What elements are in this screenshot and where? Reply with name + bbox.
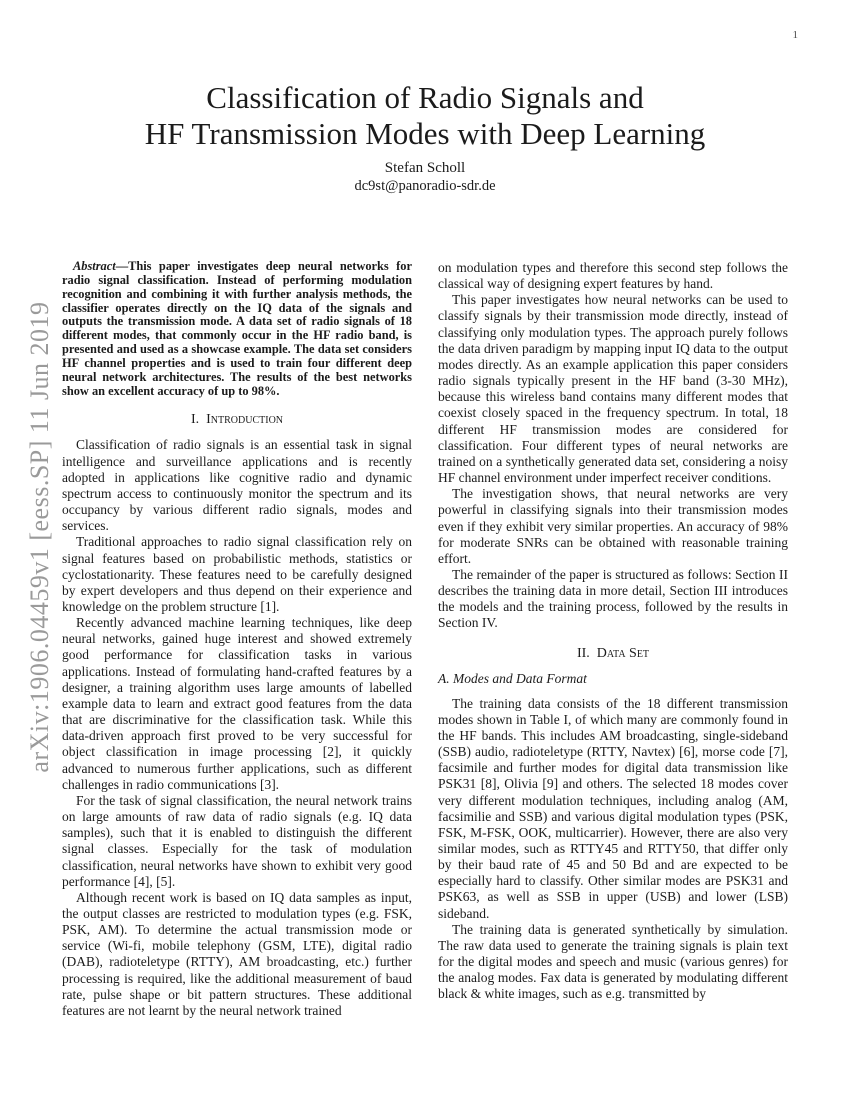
section-number: I. [190, 412, 200, 428]
two-column-body [62, 260, 788, 1019]
subsection-heading-modes-and-data-format: A. Modes and Data Format [438, 670, 587, 686]
paragraph: Classification of radio signals is an essential task in signal intelligence and surveillance applications and is recently adopted in applications like cognitive radio and dynamic spectrum access to continuously monitor the spectrum and its occupancy by various different radio signals, modes and services. [62, 437, 412, 534]
paragraph: Recently advanced machine learning techniques, like deep neural networks, gained huge interest and showed extremely good performance for classification tasks in various applications. Instead of formulating hand-crafted features by a designer, a training algorithm uses large amounts of labelled example data to learn and extract good features from the data that are discriminative for the classification task. While this data-driven approach first proved to be very successful for object classification in image processing [2], it quickly advanced to numerous further applications, such as different challenges in radio communications [3]. [62, 615, 412, 792]
paragraph: For the task of signal classification, the neural network trains on large amounts of raw data of radio signals (e.g. IQ data samples), such that it is enabled to distinguish the different signal classes. Especially for the task of modulation classification, neural networks have shown to exhibit very good performance [4], [5]. [62, 792, 412, 889]
abstract-paragraph [62, 260, 412, 398]
paragraph: Although recent work is based on IQ data samples as input, the output classes are restricted to modulation types (e.g. FSK, PSK, AM). To determine the actual transmission mode or service (Wi-fi, mobile telephony (GSM, LTE), digital radio (DAB), radioteletype (RTTY), AM broadcasting, etc.) further processing is required, like the additional measurement of baud rate, pulse shape or bit pattern structures. These additional features are not learnt by the neural network trained [62, 889, 412, 1018]
section-number: II. [576, 645, 590, 661]
paragraph: The training data is generated synthetically by simulation. The raw data used to generate the training signals is plain text for the digital modes and speech and music (various genres) for the analog modes. Fax data is generated by modulating different black & white images, such as e.g. transmitted by [438, 921, 788, 1002]
section-heading-data-set [438, 645, 788, 662]
paper-title-line1: Classification of Radio Signals and [206, 80, 644, 115]
paragraph: The remainder of the paper is structured as follows: Section II describes the training data in more detail, Section III introduces the models and the training process, followed by the results in Section IV. [438, 566, 788, 631]
paragraph-continuation: on modulation types and therefore this second step follows the classical way of designing expert features by hand. [438, 260, 788, 292]
paper-title [0, 80, 850, 152]
paragraph: This paper investigates how neural networks can be used to classify signals by their transmission mode directly, instead of classifying only modulation types. The approach purely follows the data driven paradigm by mapping input IQ data to the output modes directly. As an example application this paper considers radio signals typically present in the HF band (3-30 MHz), because this wireless band contains many different modes that coexist closely spaced in the frequency spectrum. In total, 18 different HF transmission modes are considered for classification. Four different types of neural networks are trained on a synthetically generated data set, considering a noisy HF channel environment under imperfect receiver conditions. [438, 292, 788, 486]
author-email: dc9st@panoradio-sdr.de [354, 178, 496, 194]
paragraph: The training data consists of the 18 different transmission modes shown in Table I, of which many are commonly found in the HF bands. This includes AM broadcasting, single-sideband (SSB) audio, radioteletype (RTTY, Navtex) [6], morse code [7], facsimile and further modes for digital data transmission like PSK31 [8], Olivia [9] and others. The selected 18 modes cover very different modulation techniques, including analog (AM, facsimilie and SSB) and various digital modulation types (PSK, FSK, M-FSK, OOK, multicarrier). However, there are also very similar modes, such as RTTY45 and RTTY50, that differ only by their baud rate of 45 and 50 Bd and are expected to be especially hard to classify. Other similar modes are PSK31 and PSK63, as well as SSB in upper (USB) and lower (LSB) sideband. [438, 695, 788, 921]
abstract-label: Abstract [73, 259, 116, 273]
title-block [0, 0, 850, 195]
section-heading-introduction [62, 411, 412, 428]
left-column [62, 260, 412, 1019]
page-number: 1 [792, 29, 798, 41]
right-column [438, 260, 788, 1019]
author-name: Stefan Scholl [384, 160, 466, 176]
section-title: Introduction [206, 412, 284, 428]
section-title: Data Set [596, 645, 650, 661]
paragraph: The investigation shows, that neural networks are very powerful in classifying signals into their transmission modes even if they exhibit very similar properties. An accuracy of 98% for moderate SNRs can be obtained with reasonable training effort. [438, 486, 788, 566]
abstract-text: —This paper investigates deep neural networks for radio signal classification. Instead of performing modulation recognition and combining it with further analysis methods, the classifier operates directly on the IQ data of the signals and outputs the transmission mode. A data set of radio signals of 18 different modes, that commonly occur in the HF radio band, is presented and used as a showcase example. The data set considers HF channel properties and is used to train four different deep neural network architectures. The results of the best networks show an excellent accuracy of up to 98%. [62, 259, 412, 398]
arxiv-watermark: arXiv:1906.04459v1 [eess.SP] 11 Jun 2019 [25, 301, 54, 773]
paragraph: Traditional approaches to radio signal classification rely on signal features based on probabilistic methods, statistics or cyclostationarity. These features need to be carefully designed by expert developers and thus depend on their experience and knowledge on the problem structure [1]. [62, 534, 412, 614]
paper-title-line2: HF Transmission Modes with Deep Learning [144, 116, 706, 151]
